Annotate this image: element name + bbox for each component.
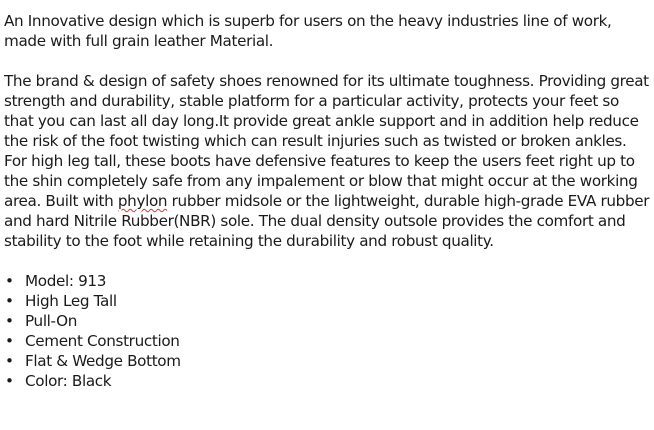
feature-item-model	[4, 271, 652, 291]
feature-list	[4, 271, 652, 391]
description-text-end: rubber midsole or the lightweight, durable high-grade EVA rubber and hard Nitrile Rubber(NBR) sole. The dual density outsole provides the comfort and stability to the foot while retaining the durability and robust quality.	[4, 192, 650, 250]
product-description-document	[4, 11, 652, 391]
bullet-icon: •	[5, 332, 14, 350]
bullet-icon: •	[5, 352, 14, 370]
paragraph-spacer	[4, 51, 652, 71]
description-text-start: The brand & design of safety shoes renowned for its ultimate toughness. Providing great strength and durability, stable platform for a particular activity, protects your feet so that you can last all day long.It provide great ankle support and in addition help reduce the risk of the foot twisting which can result injuries such as twisted or broken ankles. For high leg tall, these boots have defensive features to keep the users feet right up to the shin completely safe from any impalement or blow that might occur at the working area. Built with	[4, 72, 649, 210]
description-paragraph	[4, 71, 652, 251]
feature-text: Pull-On	[25, 312, 77, 330]
feature-item-color	[4, 371, 652, 391]
bullet-icon: •	[5, 292, 14, 310]
paragraph-spacer	[4, 251, 652, 271]
feature-text: Flat & Wedge Bottom	[25, 352, 181, 370]
feature-item-construction	[4, 331, 652, 351]
feature-text: Color: Black	[25, 372, 112, 390]
feature-text: Model: 913	[25, 272, 107, 290]
intro-paragraph: An Innovative design which is superb for users on the heavy industries line of work, made with full grain leather Material.	[4, 12, 612, 50]
bullet-icon: •	[5, 312, 14, 330]
feature-item-closure	[4, 311, 652, 331]
bullet-icon: •	[5, 372, 14, 390]
feature-text: High Leg Tall	[25, 292, 117, 310]
feature-item-bottom	[4, 351, 652, 371]
feature-item-leg-height	[4, 291, 652, 311]
bullet-icon: •	[5, 272, 14, 290]
spellcheck-flagged-word[interactable]: phylon	[117, 192, 168, 210]
feature-text: Cement Construction	[25, 332, 180, 350]
